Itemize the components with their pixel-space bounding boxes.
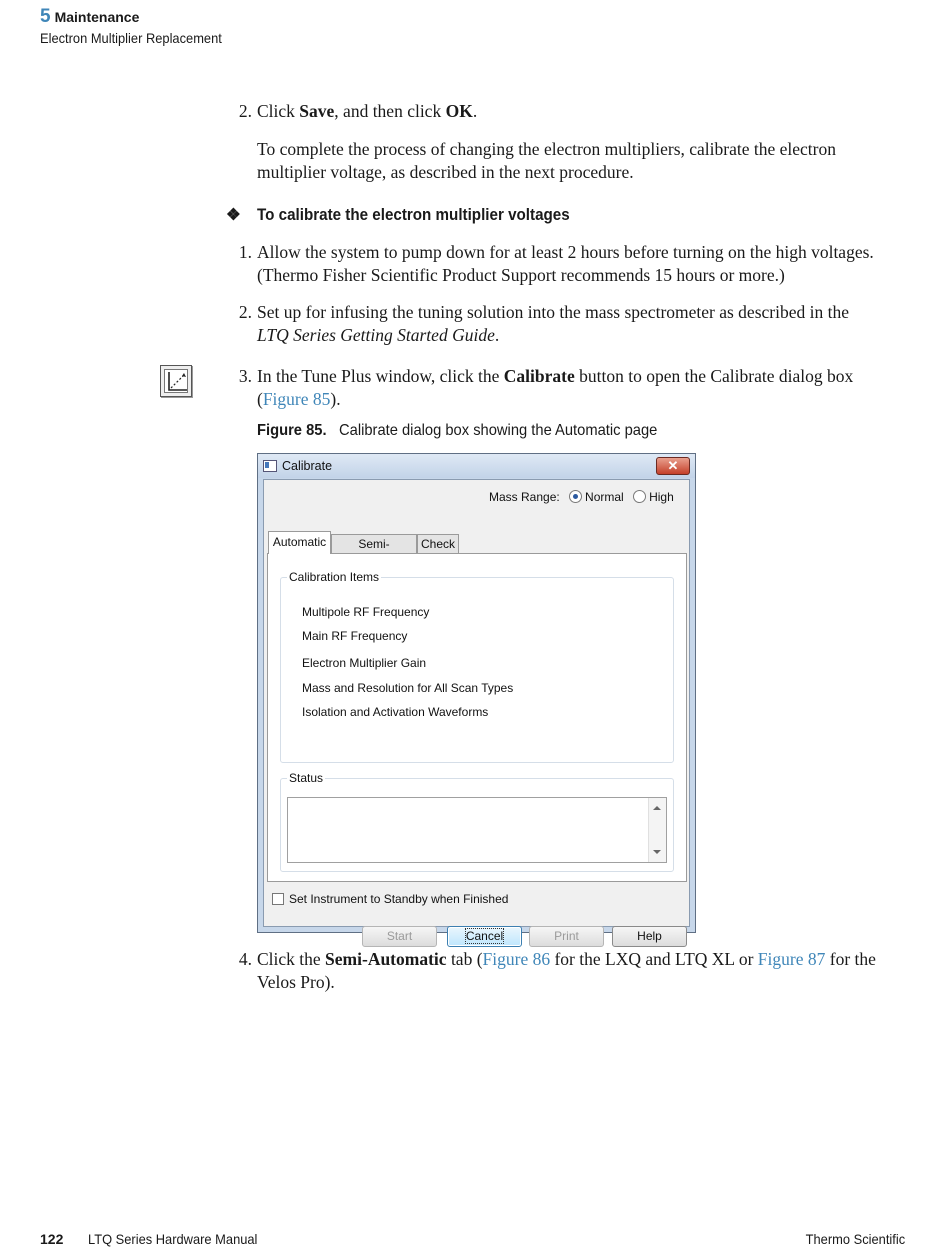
calibration-item: Electron Multiplier Gain	[302, 656, 427, 670]
figure-87-link[interactable]: Figure 87	[757, 949, 826, 969]
tab-check[interactable]: Check	[417, 534, 459, 553]
tab-semi-automatic[interactable]: Semi-	[331, 534, 417, 553]
mass-range-high-label[interactable]: High	[649, 490, 674, 504]
standby-checkbox[interactable]	[272, 893, 284, 905]
mass-range-label: Mass Range:	[489, 490, 560, 504]
calibration-items-group	[280, 570, 674, 763]
ok-term: OK	[445, 101, 473, 121]
calibration-item: Isolation and Activation Waveforms	[302, 705, 489, 719]
status-scrollbar[interactable]	[648, 798, 666, 862]
scroll-down-icon[interactable]	[653, 850, 661, 854]
footer-left	[40, 1231, 272, 1247]
start-button[interactable]: Start	[362, 926, 437, 947]
complete-paragraph: To complete the process of changing the electron multipliers, calibrate the electron multiplier voltage, as described in the next procedure.	[257, 139, 836, 182]
figure-86-link[interactable]: Figure 86	[482, 949, 551, 969]
mass-range-normal-label[interactable]: Normal	[585, 490, 624, 504]
dialog-titlebar[interactable]	[258, 454, 695, 478]
step-number: 2.	[238, 101, 252, 121]
automatic-tab-panel	[267, 553, 687, 882]
mass-range-group	[489, 490, 674, 504]
cancel-button[interactable]: Cancel	[447, 926, 522, 947]
semi-automatic-term: Semi-Automatic	[325, 949, 447, 969]
mass-range-high-radio[interactable]	[633, 490, 646, 503]
dialog-title: Calibrate	[282, 459, 333, 473]
status-group	[280, 771, 674, 872]
dialog-app-icon	[263, 460, 277, 472]
chapter-number: 5	[40, 6, 51, 27]
procedure-title: To calibrate the electron multiplier voltages	[257, 206, 570, 224]
dialog-client-area	[263, 479, 690, 943]
step-text: Click Save, and then click OK.	[257, 101, 478, 121]
figure-85-link[interactable]: Figure 85	[262, 389, 331, 409]
section-title: Electron Multiplier Replacement	[40, 30, 222, 46]
footer-publisher: Thermo Scientific	[805, 1231, 905, 1247]
save-term: Save	[299, 101, 335, 121]
print-button[interactable]: Print	[529, 926, 604, 947]
close-button[interactable]: ✕	[656, 457, 690, 475]
figure-caption	[257, 422, 685, 440]
figure-label: Figure 85.	[257, 422, 327, 439]
procedure-bullet-icon: ❖	[226, 206, 241, 224]
mass-range-normal-radio[interactable]	[569, 490, 582, 503]
calibration-item: Mass and Resolution for All Scan Types	[302, 681, 514, 695]
calibration-item: Main RF Frequency	[302, 629, 408, 643]
running-header	[40, 6, 238, 46]
status-title: Status	[289, 771, 324, 785]
tab-automatic[interactable]: Automatic	[268, 531, 331, 554]
scroll-up-icon[interactable]	[653, 806, 661, 810]
calibration-item: Multipole RF Frequency	[302, 605, 430, 619]
status-textbox[interactable]	[287, 797, 667, 863]
page-number: 122	[40, 1231, 64, 1247]
chapter-title: Maintenance	[54, 9, 140, 25]
help-button[interactable]: Help	[612, 926, 687, 947]
calibration-items-title: Calibration Items	[289, 570, 380, 584]
manual-title: LTQ Series Hardware Manual	[88, 1231, 258, 1247]
calibrate-tool-icon	[160, 365, 192, 397]
standby-checkbox-label[interactable]: Set Instrument to Standby when Finished	[289, 892, 509, 906]
guide-title: LTQ Series Getting Started Guide	[257, 325, 495, 345]
procedure-heading	[226, 205, 597, 225]
calibrate-term: Calibrate	[503, 366, 575, 386]
figure-caption-text: Calibrate dialog box showing the Automatic page	[339, 422, 658, 439]
calibrate-dialog	[257, 453, 696, 943]
